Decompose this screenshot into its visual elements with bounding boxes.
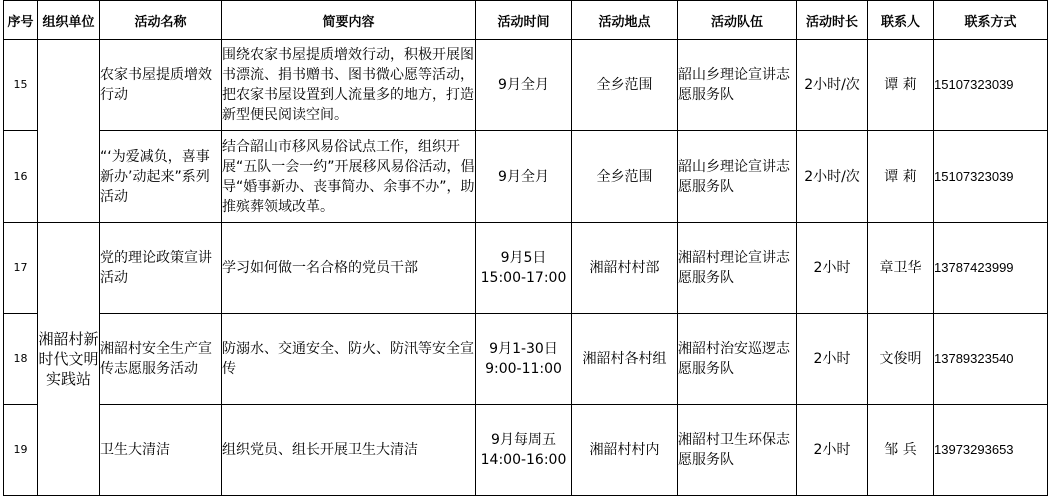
activity-content: 围绕农家书屋提质增效行动，积极开展图书漂流、捐书赠书、图书微心愿等活动，把农家书屋设置到人流量多的地方，打造新型便民阅读空间。 — [222, 40, 476, 131]
time-date: 9月1-30日 — [489, 341, 558, 357]
activity-place: 湘韶村村内 — [572, 405, 678, 496]
time-date: 9月全月 — [498, 168, 549, 185]
header-duration: 活动时长 — [797, 1, 868, 40]
row-number: 19 — [4, 405, 38, 496]
header-content: 简要内容 — [222, 1, 476, 40]
activity-team: 湘韶村理论宣讲志愿服务队 — [678, 223, 797, 314]
contact-phone: 13787423999 — [934, 223, 1048, 314]
activity-content: 学习如何做一名合格的党员干部 — [222, 223, 476, 314]
activity-duration: 2小时/次 — [797, 40, 868, 131]
org-unit-empty — [38, 40, 100, 223]
time-date: 9月5日 — [500, 250, 547, 266]
header-team: 活动队伍 — [678, 1, 797, 40]
table-row — [4, 40, 1048, 131]
time-date: 9月全月 — [498, 77, 549, 93]
time-hours: 15:00-17:00 — [480, 270, 567, 286]
org-unit: 湘韶村新时代文明实践站 — [38, 223, 100, 496]
header-time: 活动时间 — [476, 1, 572, 40]
activity-time — [476, 314, 572, 405]
activity-duration: 2小时 — [797, 223, 868, 314]
contact-person: 文俊明 — [868, 314, 934, 405]
activity-team: 湘韶村卫生环保志愿服务队 — [678, 405, 797, 496]
table-row — [4, 223, 1048, 314]
header-no: 序号 — [4, 1, 38, 40]
activity-place: 湘韶村各村组 — [572, 314, 678, 405]
contact-person: 谭 莉 — [868, 40, 934, 131]
activity-content: 防溺水、交通安全、防火、防汛等安全宣传 — [222, 314, 476, 405]
time-hours: 9:00-11:00 — [485, 361, 562, 377]
contact-person: 谭 莉 — [868, 131, 934, 223]
table-row — [4, 314, 1048, 405]
header-row — [4, 1, 1048, 40]
activity-time — [476, 40, 572, 131]
activity-place: 全乡范围 — [572, 131, 678, 223]
contact-person: 章卫华 — [868, 223, 934, 314]
activity-content: 组织党员、组长开展卫生大清洁 — [222, 405, 476, 496]
activity-name: “‘为爱减负，喜事新办’动起来”系列活动 — [100, 131, 222, 223]
activity-duration: 2小时 — [797, 405, 868, 496]
activity-team: 韶山乡理论宣讲志愿服务队 — [678, 131, 797, 223]
header-phone: 联系方式 — [934, 1, 1048, 40]
time-hours: 14:00-16:00 — [480, 452, 567, 468]
activity-duration: 2小时 — [797, 314, 868, 405]
row-number: 18 — [4, 314, 38, 405]
row-number: 17 — [4, 223, 38, 314]
activity-place: 湘韶村村部 — [572, 223, 678, 314]
activity-duration: 2小时/次 — [797, 131, 868, 223]
activity-name: 湘韶村安全生产宣传志愿服务活动 — [100, 314, 222, 405]
header-name: 活动名称 — [100, 1, 222, 40]
activity-team: 湘韶村治安巡逻志愿服务队 — [678, 314, 797, 405]
contact-phone: 15107323039 — [934, 131, 1048, 223]
activity-name: 卫生大清洁 — [100, 405, 222, 496]
activity-team: 韶山乡理论宣讲志愿服务队 — [678, 40, 797, 131]
row-number: 16 — [4, 131, 38, 223]
contact-phone: 15107323039 — [934, 40, 1048, 131]
row-number: 15 — [4, 40, 38, 131]
activity-time — [476, 223, 572, 314]
table-row — [4, 131, 1048, 223]
activity-content: 结合韶山市移风易俗试点工作，组织开展“五队一会一约”开展移风易俗活动，倡导“婚事新办、丧事简办、余事不办”，助推殡葬领域改革。 — [222, 131, 476, 223]
activity-name: 农家书屋提质增效行动 — [100, 40, 222, 131]
header-contact: 联系人 — [868, 1, 934, 40]
activity-name: 党的理论政策宣讲活动 — [100, 223, 222, 314]
time-date: 9月每周五 — [491, 432, 556, 448]
activity-time — [476, 131, 572, 223]
contact-phone: 13789323540 — [934, 314, 1048, 405]
activity-time — [476, 405, 572, 496]
contact-person: 邹 兵 — [868, 405, 934, 496]
activity-place: 全乡范围 — [572, 40, 678, 131]
table-row — [4, 405, 1048, 496]
header-org: 组织单位 — [38, 1, 100, 40]
header-place: 活动地点 — [572, 1, 678, 40]
contact-phone: 13973293653 — [934, 405, 1048, 496]
activity-table — [3, 0, 1048, 496]
